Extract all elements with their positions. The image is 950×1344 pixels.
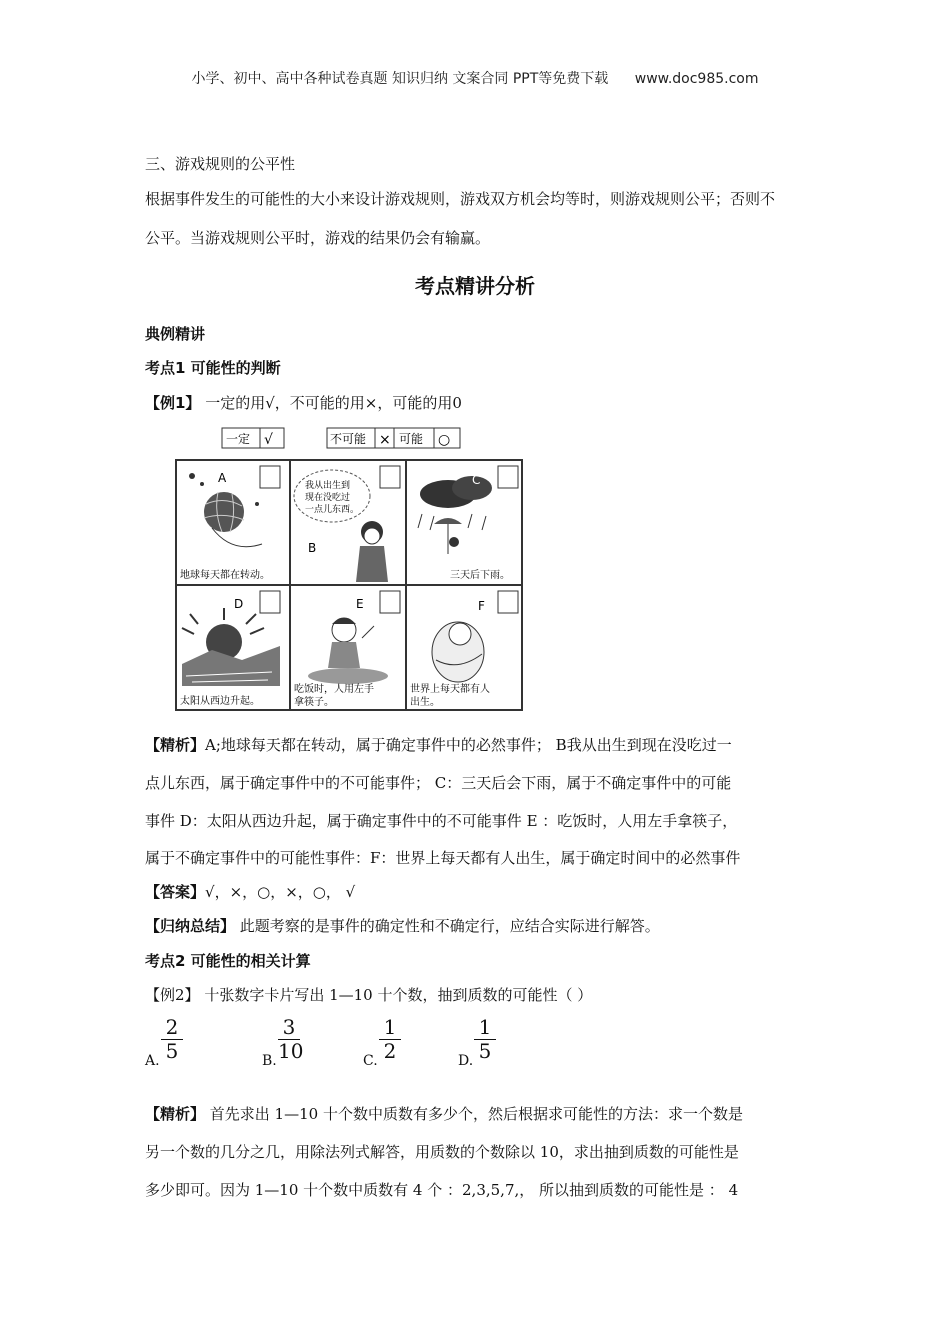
analysis1-tag: 【精析】 — [145, 736, 206, 754]
analysis2-text1: 首先求出 1—10 十个数中质数有多少个，然后根据求可能性的方法：求一个数是 — [205, 1105, 743, 1123]
analysis2-line2: 另一个数的几分之几，用除法列式解答，用质数的个数除以 10，求出抽到质数的可能性是 — [145, 1143, 739, 1161]
answer-text: √，×，○，×，○， √ — [205, 883, 356, 901]
cell-e-letter: E — [356, 597, 364, 611]
cell-e-caption: 吃饭时，人用左手 — [294, 684, 374, 695]
example1-text: 一定的用√，不可能的用×，可能的用0 — [200, 394, 462, 412]
analysis2-line3: 多少即可。因为 1—10 十个数中质数有 4 个 ：2,3,5,7,， 所以抽到质数的可能性是 ： 4 — [145, 1181, 739, 1199]
cell-b-letter: B — [308, 541, 317, 555]
option-b-denominator: 10 — [278, 1039, 304, 1063]
answer-box-e — [380, 591, 400, 613]
cell-b-bubble-1: 我从出生到 — [305, 481, 351, 491]
legend-possible-mark: ○ — [438, 432, 451, 448]
cell-b-bubble-2: 现在没吃过 — [305, 493, 351, 503]
option-b-label: B. — [262, 1053, 277, 1069]
answer-box-d — [260, 591, 280, 613]
examples-heading: 典例精讲 — [145, 325, 206, 343]
example1-line — [145, 393, 810, 413]
analysis1-line4: 属于不确定事件中的可能性事件：F：世界上每天都有人出生，属于确定时间中的必然事件 — [145, 849, 741, 867]
analysis2-tag: 【精析】 — [145, 1105, 206, 1123]
page-header — [0, 68, 950, 88]
section-title: 三、游戏规则的公平性 — [145, 155, 296, 173]
option-b-numerator: 3 — [282, 1015, 296, 1039]
option-c-label: C. — [363, 1053, 378, 1069]
cell-c-letter: C — [472, 473, 481, 487]
cell-a-letter: A — [218, 471, 227, 485]
legend-certain-mark: √ — [264, 432, 273, 448]
option-d-label: D. — [458, 1053, 474, 1069]
header-text: 小学、初中、高中各种试卷真题 知识归纳 文案合同 PPT等免费下载 — [191, 71, 609, 87]
cell-f-letter: F — [478, 599, 485, 613]
section-paragraph-line1: 根据事件发生的可能性的大小来设计游戏规则，游戏双方机会均等时，则游戏规则公平；否则不 — [145, 190, 776, 208]
option-d-denominator: 5 — [478, 1039, 492, 1063]
answer-box-b — [380, 466, 400, 488]
point2-heading: 考点2 可能性的相关计算 — [145, 952, 311, 970]
analysis1-line2: 点儿东西，属于确定事件中的不可能事件； C：三天后会下雨，属于不确定事件中的可能 — [145, 774, 732, 792]
cell-d-letter: D — [234, 597, 244, 611]
option-a-denominator: 5 — [165, 1039, 179, 1063]
analysis1-line3: 事件 D：太阳从西边升起，属于确定事件中的不可能事件 E ：吃饭时，人用左手拿筷子， — [145, 812, 738, 830]
cell-a-caption: 地球每天都在转动。 — [180, 570, 270, 581]
cell-b-bubble-3: 一点儿东西。 — [305, 505, 360, 515]
answer-line — [145, 882, 810, 902]
answer-box-f — [498, 591, 518, 613]
analysis1-line1 — [145, 735, 810, 755]
example2-line — [145, 985, 810, 1005]
cell-c-caption: 三天后下雨。 — [450, 570, 510, 581]
cell-f-caption2: 出生。 — [410, 697, 440, 708]
summary-text: 此题考察的是事件的确定性和不确定行，应结合实际进行解答。 — [235, 917, 660, 935]
option-d-numerator: 1 — [478, 1015, 492, 1039]
legend-impossible-mark: × — [379, 432, 391, 448]
answer-tag: 【答案】 — [145, 883, 206, 901]
legend-certain — [222, 428, 284, 448]
option-a-label: A. — [145, 1053, 160, 1069]
cell-d-caption: 太阳从西边升起。 — [180, 696, 260, 707]
main-title: 考点精讲分析 — [415, 274, 535, 298]
legend-impossible-label: 不可能 — [330, 432, 367, 446]
answer-box-c — [498, 466, 518, 488]
legend-impossible — [327, 428, 395, 448]
summary-tag: 【归纳总结】 — [145, 917, 236, 935]
example1-tag: 【例1】 — [145, 394, 201, 412]
analysis2-line1 — [145, 1104, 810, 1124]
cell-e-caption2: 拿筷子。 — [294, 697, 334, 708]
event-illustration — [172, 424, 524, 714]
header-url[interactable]: www.doc985.com — [634, 71, 759, 87]
analysis1-text1: A;地球每天都在转动，属于确定事件中的必然事件； B我从出生到现在没吃过一 — [205, 736, 732, 754]
legend-possible-label: 可能 — [399, 432, 424, 446]
answer-box-a — [260, 466, 280, 488]
section-paragraph-line2: 公平。当游戏规则公平时，游戏的结果仍会有输赢。 — [145, 229, 491, 247]
legend-certain-label: 一定 — [226, 432, 251, 446]
option-c-numerator: 1 — [383, 1015, 397, 1039]
summary-line — [145, 916, 810, 936]
option-c-denominator: 2 — [383, 1039, 397, 1063]
point1-heading: 考点1 可能性的判断 — [145, 359, 281, 377]
cell-f-caption: 世界上每天都有人 — [410, 684, 490, 695]
option-a-numerator: 2 — [165, 1015, 179, 1039]
legend-possible — [394, 428, 460, 448]
example2-text: 十张数字卡片写出 1—10 十个数，抽到质数的可能性（ ） — [199, 986, 593, 1004]
example2-tag: 【例2】 — [145, 986, 200, 1004]
